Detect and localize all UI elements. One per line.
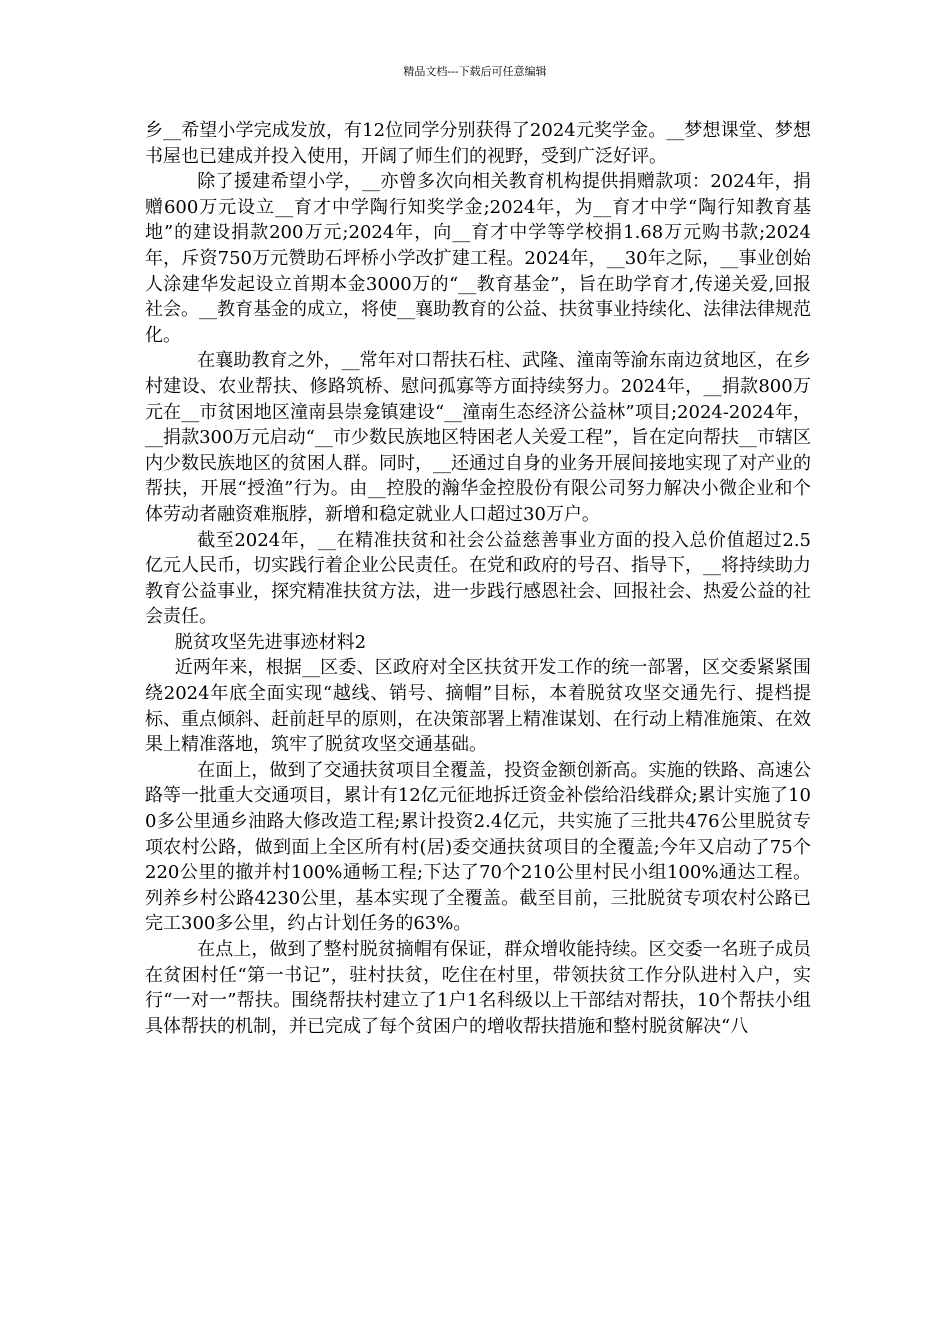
paragraph: 除了援建希望小学，__亦曾多次向相关教育机构提供捐赠款项：2024年，捐赠600万元设立__育才中学陶行知奖学金;2024年，为__育才中学“陶行知教育基地”的建设捐款200万元;2024年，向__育才中学等学校捐1.68万元购书款;2024年，斥资750万元赞助石坪桥小学改扩建工程。2024年，__30年之际，__事业创始人涂建华发起设立首期本金3000万的“__教育基金”，旨在助学育才,传递关爱,回报社会。__教育基金的成立，将使__襄助教育的公益、扶贫事业持续化、法律法律规范化。 [145, 171, 811, 346]
page-header: 精品文档---下载后可任意编辑 [403, 65, 547, 78]
section-title: 脱贫攻坚先进事迹材料2 [174, 631, 367, 653]
paragraph: 在点上，做到了整村脱贫摘帽有保证，群众增收能持续。区交委一名班子成员在贫困村任“第一书记”，驻村扶贫，吃住在村里，带领扶贫工作分队进村入户，实行“一对一”帮扶。围绕帮扶村建立了1户1名科级以上干部结对帮扶，10个帮扶小组具体帮扶的机制，并已完成了每个贫困户的增收帮扶措施和整村脱贫解决“八 [145, 939, 811, 1037]
paragraph: 乡__希望小学完成发放，有12位同学分别获得了2024元奖学金。__梦想课堂、梦想书屋也已建成并投入使用，开阔了师生们的视野，受到广泛好评。 [145, 120, 811, 167]
paragraph: 截至2024年，__在精准扶贫和社会公益慈善事业方面的投入总价值超过2.5亿元人民币，切实践行着企业公民责任。在党和政府的号召、指导下，__将持续助力教育公益事业，探究精准扶贫方法，进一步践行感恩社会、回报社会、热爱公益的社会责任。 [145, 529, 811, 628]
paragraph: 在襄助教育之外，__常年对口帮扶石柱、武隆、潼南等渝东南边贫地区，在乡村建设、农业帮扶、修路筑桥、慰问孤寡等方面持续努力。2024年，__捐款800万元在__市贫困地区潼南县崇龛镇建设“__潼南生态经济公益林”项目;2024-2024年，__捐款300万元启动“__市少数民族地区特困老人关爱工程”，旨在定向帮扶__市辖区内少数民族地区的贫困人群。同时，__还通过自身的业务开展间接地实现了对产业的帮扶，开展“授渔”行为。由__控股的瀚华金控股份有限公司努力解决小微企业和个体劳动者融资难瓶脖，新增和稳定就业人口超过30万户。 [145, 350, 811, 525]
paragraph: 在面上，做到了交通扶贫项目全覆盖，投资金额创新高。实施的铁路、高速公路等一批重大交通项目，累计有12亿元征地拆迁资金补偿给沿线群众;累计实施了100多公里通乡油路大修改造工程;累计投资2.4亿元，共实施了三批共476公里脱贫专项农村公路，做到面上全区所有村(居)委交通扶贫项目的全覆盖;今年又启动了75个220公里的撤并村100%通畅工程;下达了70个210公里村民小组100%通达工程。列养乡村公路4230公里，基本实现了全覆盖。截至目前，三批脱贫专项农村公路已完工300多公里，约占计划任务的63%。 [145, 759, 811, 935]
document-body [145, 118, 811, 1039]
paragraph: 近两年来，根据__区委、区政府对全区扶贫开发工作的统一部署，区交委紧紧围绕2024年底全面实现“越线、销号、摘帽”目标，本着脱贫攻坚交通先行、提档提标、重点倾斜、赶前赶早的原则，在决策部署上精准谋划、在行动上精准施策、在效果上精准落地，筑牢了脱贫攻坚交通基础。 [145, 657, 811, 756]
